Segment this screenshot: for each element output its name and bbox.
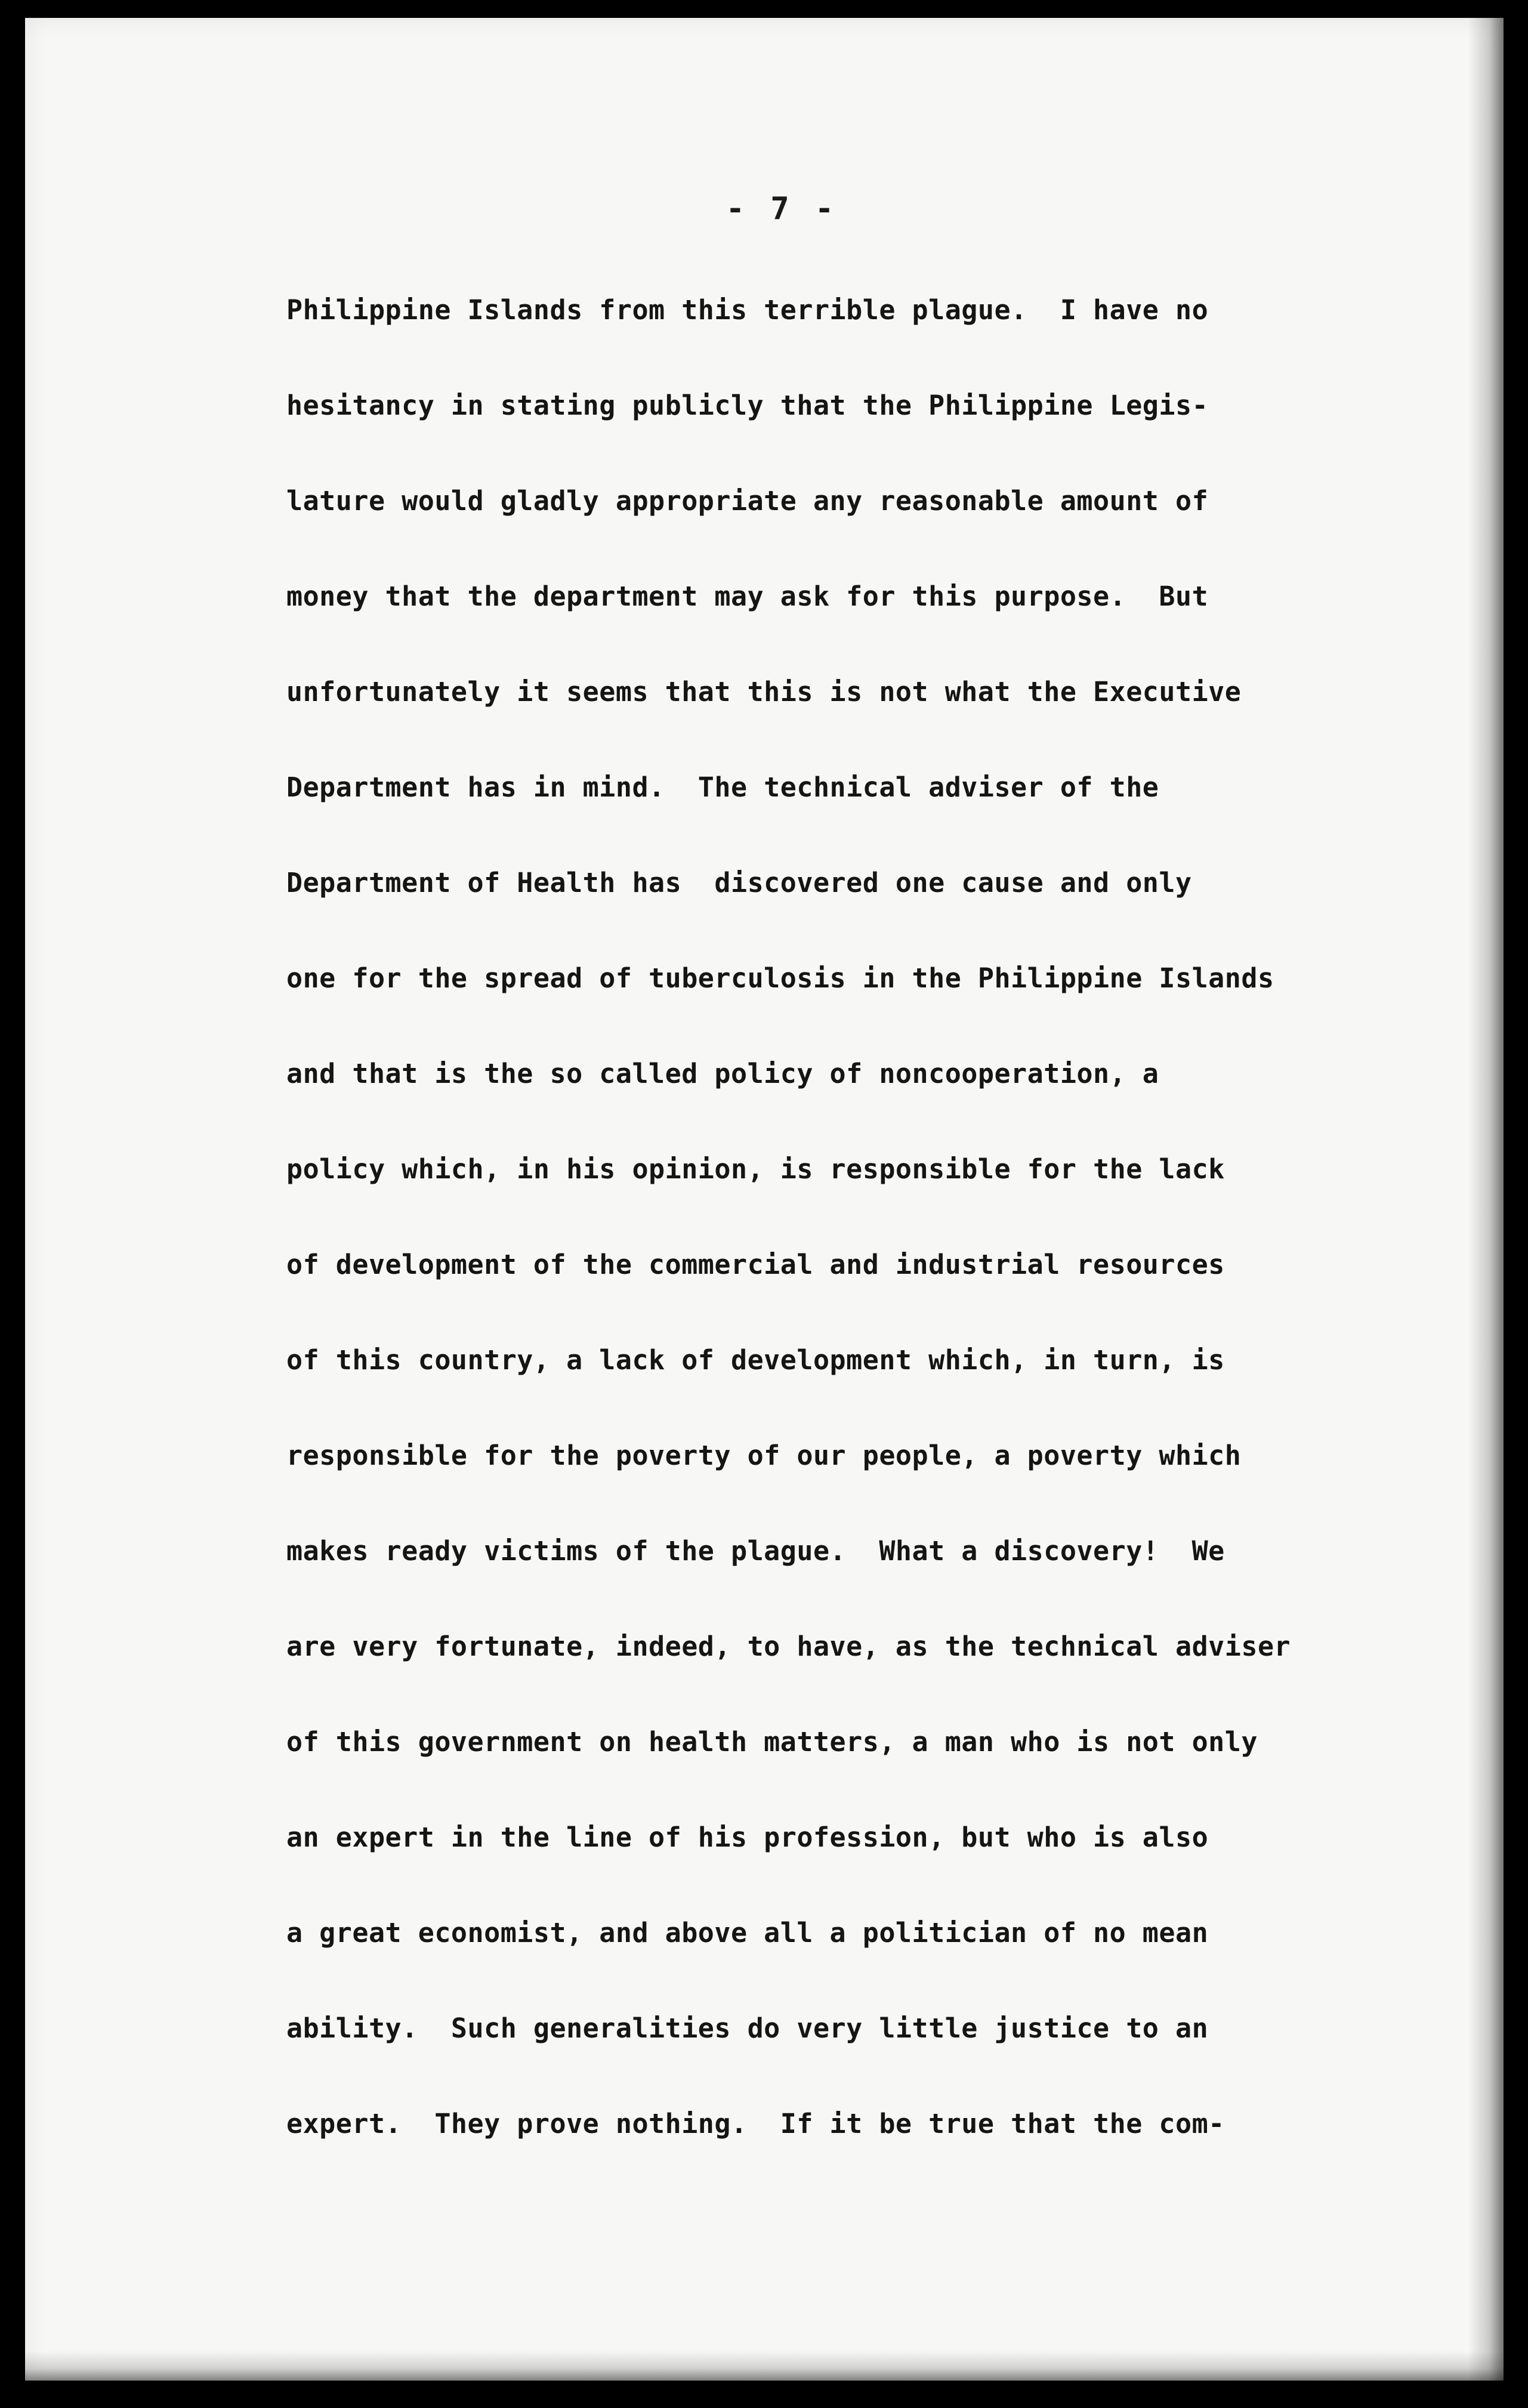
text-line: are very fortunate, indeed, to have, as the technical adviser: [286, 1631, 1291, 1662]
typed-body-text: [286, 280, 1456, 2190]
text-line: unfortunately it seems that this is not what the Executive: [286, 676, 1242, 708]
text-line: makes ready victims of the plague. What a discovery! We: [286, 1535, 1225, 1567]
text-line: and that is the so called policy of noncooperation, a: [286, 1058, 1159, 1089]
text-line: Department of Health has discovered one cause and only: [286, 867, 1192, 899]
text-line: hesitancy in stating publicly that the Philippine Legis-: [286, 390, 1209, 421]
text-line: Department has in mind. The technical adviser of the: [286, 771, 1159, 803]
page-edge-shadow-right: [1468, 18, 1504, 2381]
text-line: of this government on health matters, a man who is not only: [286, 1726, 1258, 1758]
text-line: expert. They prove nothing. If it be true that the com-: [286, 2108, 1225, 2140]
text-line: Philippine Islands from this terrible plague. I have no: [286, 294, 1209, 326]
text-line: of development of the commercial and industrial resources: [286, 1249, 1225, 1280]
text-line: money that the department may ask for this purpose. But: [286, 581, 1209, 612]
text-line: a great economist, and above all a politician of no mean: [286, 1917, 1209, 1949]
text-line: policy which, in his opinion, is responsible for the lack: [286, 1153, 1225, 1185]
page-number: - 7 -: [726, 191, 838, 227]
text-line: lature would gladly appropriate any reasonable amount of: [286, 485, 1209, 517]
text-line: ability. Such generalities do very little justice to an: [286, 2012, 1209, 2044]
text-line: of this country, a lack of development which, in turn, is: [286, 1344, 1225, 1376]
text-line: responsible for the poverty of our people, a poverty which: [286, 1440, 1242, 1471]
text-line: one for the spread of tuberculosis in the Philippine Islands: [286, 962, 1274, 994]
page-edge-shadow-bottom: [25, 2351, 1504, 2381]
text-line: an expert in the line of his profession, but who is also: [286, 1822, 1209, 1853]
